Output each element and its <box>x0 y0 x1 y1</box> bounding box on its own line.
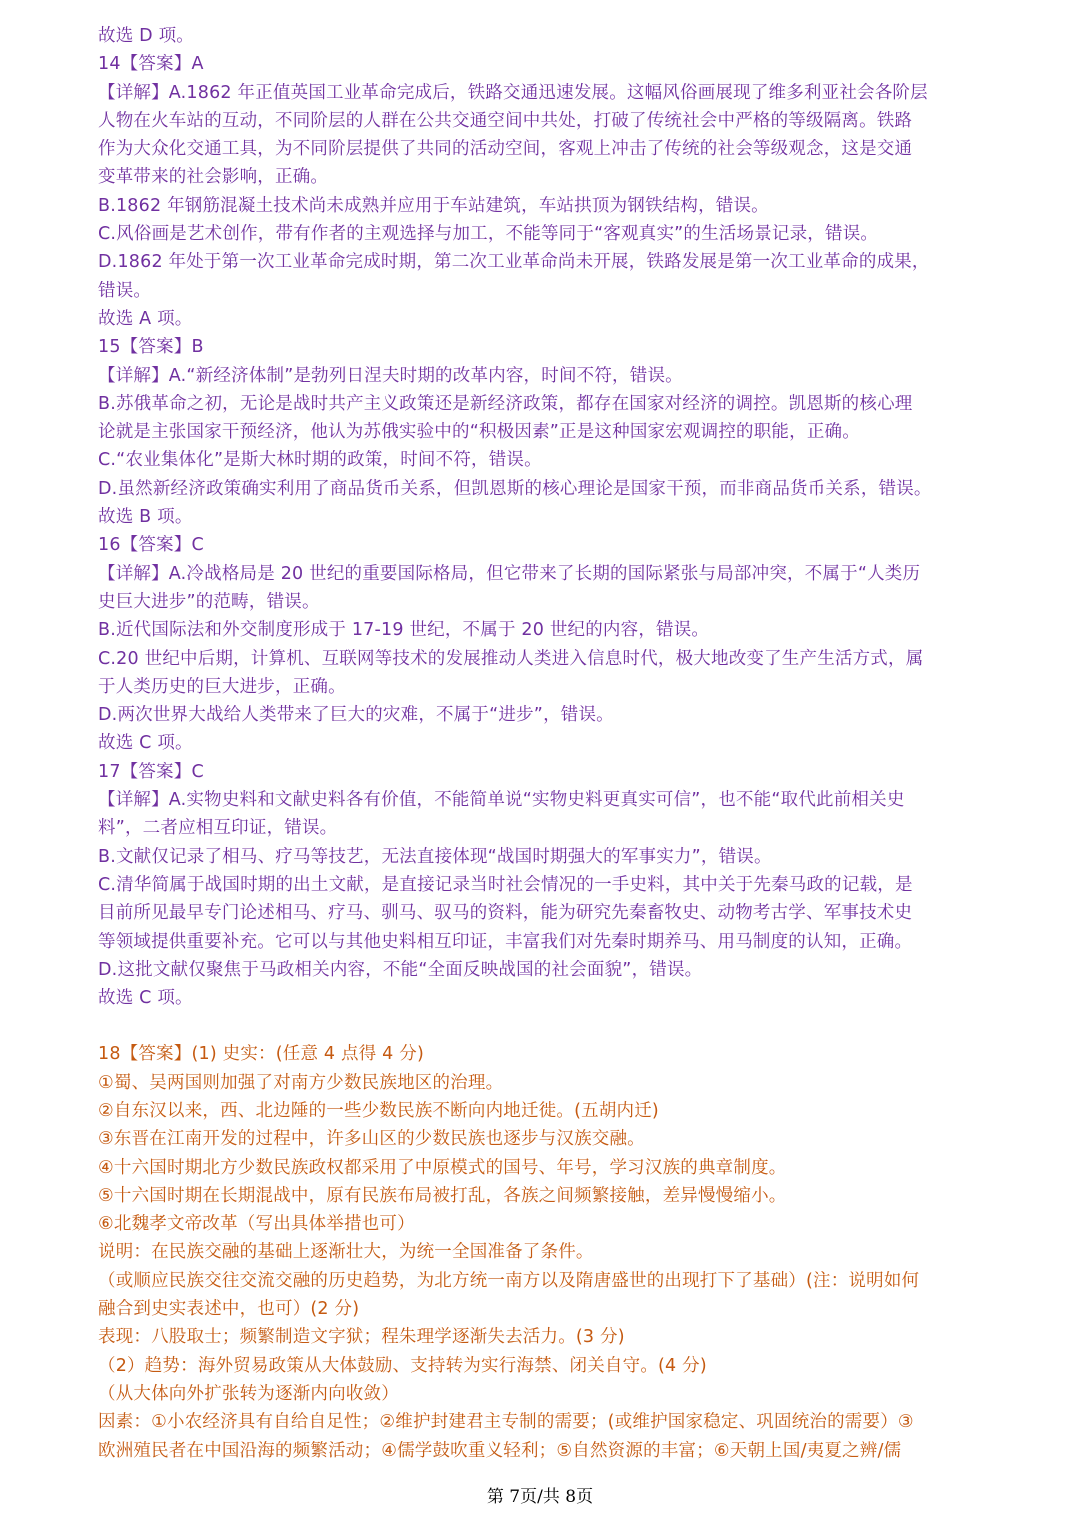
text-line: 14【答案】A <box>98 54 204 75</box>
text-line: ⑤十六国时期在长期混战中，原有民族布局被打乱，各族之间频繁接触，差异慢慢缩小。 <box>98 1185 787 1206</box>
text-line: 故选 C 项。 <box>98 988 193 1009</box>
text-line: 【详解】A.1862 年正值英国工业革命完成后，铁路交通迅速发展。这幅风俗画展现了维多利亚社会各阶层 <box>98 82 928 103</box>
text-line: ①蜀、吴两国则加强了对南方少数民族地区的治理。 <box>98 1072 504 1093</box>
text-line: 故选 A 项。 <box>98 308 193 329</box>
text-line: （或顺应民族交往交流交融的历史趋势，为北方统一南方以及隋唐盛世的出现打下了基础）(注：说明如何 <box>98 1270 920 1291</box>
text-line: 说明：在民族交融的基础上逐渐壮大，为统一全国准备了条件。 <box>98 1242 594 1263</box>
text-line: C.“农业集体化”是斯大林时期的政策，时间不符，错误。 <box>98 450 542 471</box>
text-line: 18【答案】(1) 史实：(任意 4 点得 4 分) <box>98 1044 424 1065</box>
text-line: 史巨大进步”的范畴，错误。 <box>98 591 320 612</box>
text-line: B.苏俄革命之初，无论是战时共产主义政策还是新经济政策，都存在国家对经济的调控。凯恩斯的核心理 <box>98 393 913 414</box>
text-line: B.1862 年钢筋混凝土技术尚未成熟并应用于车站建筑，车站拱顶为钢铁结构，错误。 <box>98 195 769 216</box>
text-line: ③东晋在江南开发的过程中，许多山区的少数民族也逐步与汉族交融。 <box>98 1129 645 1150</box>
text-line: C.清华简属于战国时期的出土文献，是直接记录当时社会情况的一手史料，其中关于先秦马政的记载，是 <box>98 874 913 895</box>
text-line: 论就是主张国家干预经济，他认为苏俄实验中的“积极因素”正是这种国家宏观调控的职能，正确。 <box>98 422 860 443</box>
text-line: D.虽然新经济政策确实利用了商品货币关系，但凯恩斯的核心理论是国家干预，而非商品货币关系，错误。 <box>98 478 932 499</box>
text-line: C.风俗画是艺术创作，带有作者的主观选择与加工，不能等同于“客观真实”的生活场景记录，错误。 <box>98 224 879 245</box>
page-footer: 第 7页/共 8页 <box>486 1487 594 1507</box>
text-line: ②自东汉以来，西、北边陲的一些少数民族不断向内地迁徙。(五胡内迁) <box>98 1100 659 1121</box>
text-line: 欧洲殖民者在中国沿海的频繁活动；④儒学鼓吹重义轻利；⑤自然资源的丰富；⑥天朝上国/夷夏之辨/儒 <box>98 1440 902 1461</box>
text-line: （从大体向外扩张转为逐渐内向收敛） <box>98 1383 399 1404</box>
text-line: 故选 B 项。 <box>98 507 193 528</box>
text-line: 表现：八股取士；频繁制造文字狱；程朱理学逐渐失去活力。(3 分) <box>98 1327 625 1348</box>
text-line: 15【答案】B <box>98 337 204 358</box>
answer-18 <box>98 1040 990 1464</box>
text-line: 16【答案】C <box>98 535 204 556</box>
text-line: 作为大众化交通工具，为不同阶层提供了共同的活动空间，客观上冲击了传统的社会等级观念，这是交通 <box>98 139 913 160</box>
text-line: 故选 D 项。 <box>98 26 195 46</box>
text-line: D.这批文献仅聚焦于马政相关内容，不能“全面反映战国的社会面貌”，错误。 <box>98 959 703 980</box>
text-line: 错误。 <box>98 280 152 301</box>
text-line: B.近代国际法和外交制度形成于 17-19 世纪，不属于 20 世纪的内容，错误。 <box>98 620 710 641</box>
text-line: 于人类历史的巨大进步，正确。 <box>98 676 346 697</box>
answers-14-17 <box>98 22 990 1012</box>
document-body <box>98 22 990 1465</box>
text-line: 料”，二者应相互印证，错误。 <box>98 818 338 839</box>
text-line: 因素：①小农经济具有自给自足性；②维护封建君主专制的需要；(或维护国家稳定、巩固统治的需要）③ <box>98 1412 914 1433</box>
text-line: D.1862 年处于第一次工业革命完成时期，第二次工业革命尚未开展，铁路发展是第一次工业革命的成果， <box>98 252 930 273</box>
text-line: 变革带来的社会影响，正确。 <box>98 167 329 188</box>
text-line: B.文献仅记录了相马、疗马等技艺，无法直接体现“战国时期强大的军事实力”，错误。 <box>98 846 772 867</box>
text-line: D.两次世界大战给人类带来了巨大的灾难，不属于“进步”，错误。 <box>98 705 614 726</box>
text-line: 等领域提供重要补充。它可以与其他史料相互印证，丰富我们对先秦时期养马、用马制度的认知，正确。 <box>98 931 913 952</box>
text-line: 【详解】A.“新经济体制”是勃列日涅夫时期的改革内容，时间不符，错误。 <box>98 365 683 386</box>
text-line: 故选 C 项。 <box>98 733 193 754</box>
text-line: 融合到史实表述中，也可）(2 分) <box>98 1299 360 1320</box>
text-line: 【详解】A.冷战格局是 20 世纪的重要国际格局，但它带来了长期的国际紧张与局部冲突，不属于“人类历 <box>98 563 921 584</box>
text-line: ⑥北魏孝文帝改革（写出具体举措也可） <box>98 1214 415 1235</box>
section-gap <box>98 1012 990 1040</box>
text-line: 17【答案】C <box>98 761 204 782</box>
text-line: ④十六国时期北方少数民族政权都采用了中原模式的国号、年号，学习汉族的典章制度。 <box>98 1157 787 1178</box>
text-line: （2）趋势：海外贸易政策从大体鼓励、支持转为实行海禁、闭关自守。(4 分) <box>98 1355 707 1376</box>
text-line: 人物在火车站的互动，不同阶层的人群在公共交通空间中共处，打破了传统社会中严格的等级隔离。铁路 <box>98 110 913 131</box>
text-line: 【详解】A.实物史料和文献史料各有价值，不能简单说“实物史料更真实可信”，也不能“取代此前相关史 <box>98 790 905 811</box>
text-line: 目前所见最早专门论述相马、疗马、驯马、驭马的资料，能为研究先秦畜牧史、动物考古学、军事技术史 <box>98 903 913 924</box>
text-line: C.20 世纪中后期，计算机、互联网等技术的发展推动人类进入信息时代，极大地改变了生产生活方式，属 <box>98 648 924 669</box>
